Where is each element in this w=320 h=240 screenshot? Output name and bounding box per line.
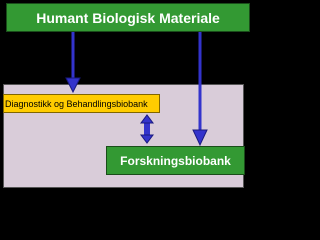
diagnostic-biobank-label: Diagnostikk og Behandlingsbiobank [5, 98, 148, 109]
research-biobank-label: Forskningsbiobank [120, 153, 231, 168]
arrow-to-diagnostic [66, 32, 80, 92]
bidirectional-arrow [141, 115, 153, 143]
human-material-label: Humant Biologisk Materiale [36, 9, 220, 26]
arrow-to-research [193, 32, 207, 145]
